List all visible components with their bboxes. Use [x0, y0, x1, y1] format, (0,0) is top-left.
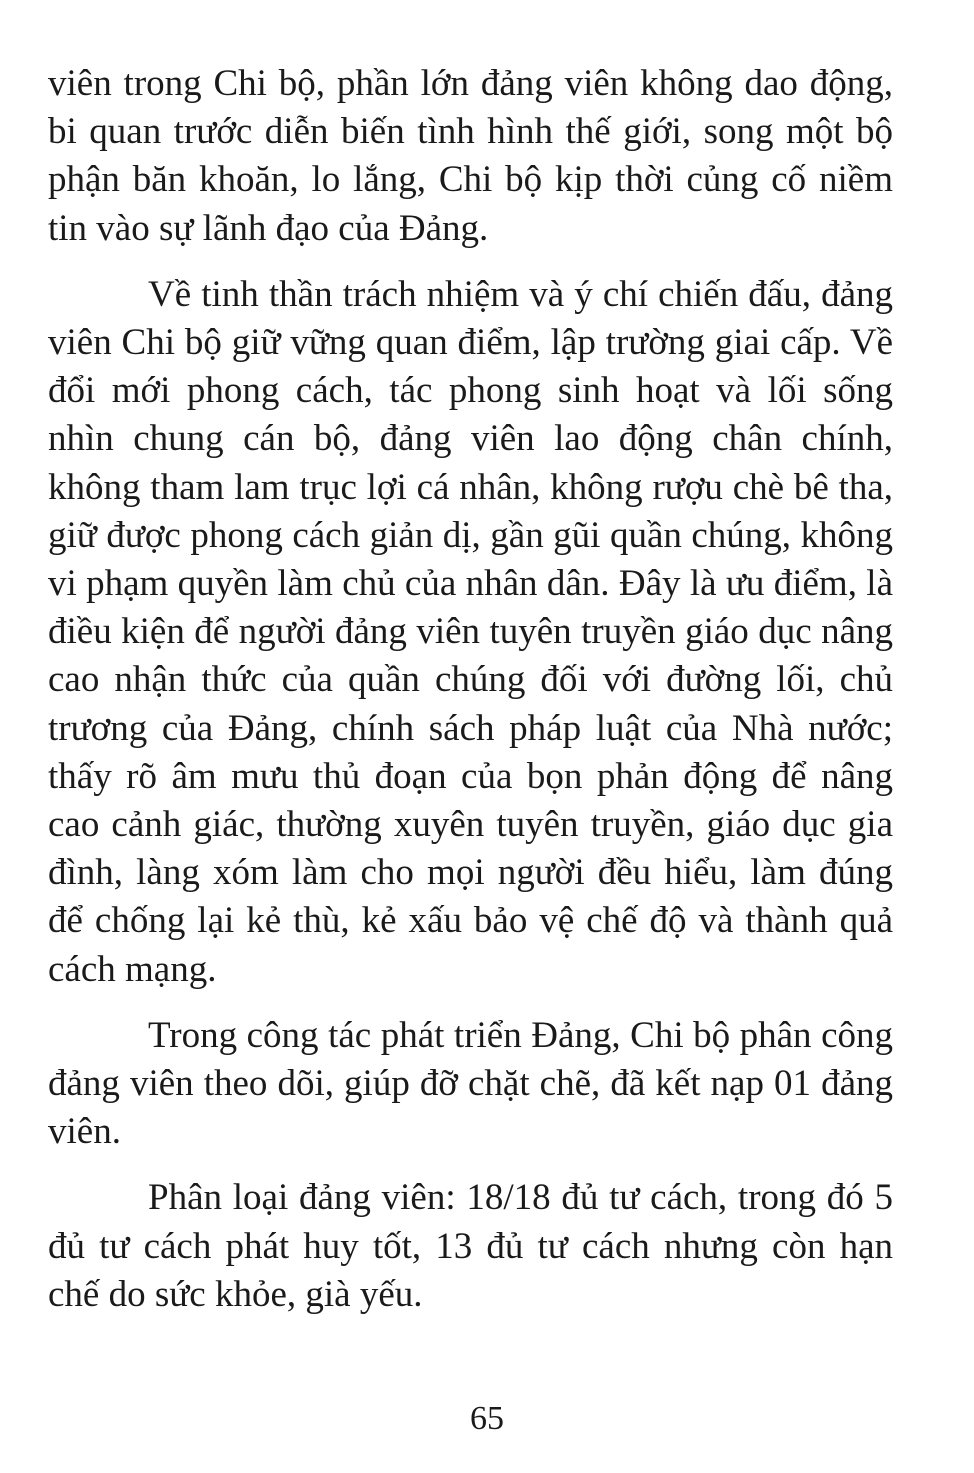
- paragraph-4: Phân loại đảng viên: 18/18 đủ tư cách, trong đó 5 đủ tư cách phát huy tốt, 13 đủ tư cách nhưng còn hạn chế do sức khỏe, già yếu.: [48, 1177, 893, 1315]
- paragraph-2: Về tinh thần trách nhiệm và ý chí chiến đấu, đảng viên Chi bộ giữ vững quan điểm, lập trường giai cấp. Về đổi mới phong cách, tác phong sinh hoạt và lối sống nhìn chung cán bộ, đảng viên lao động chân chính, không tham lam trục lợi cá nhân, không rượu chè bê tha, giữ được phong cách giản dị, gần gũi quần chúng, không vi phạm quyền làm chủ của nhân dân. Đây là ưu điểm, là điều kiện để người đảng viên tuyên truyền giáo dục nâng cao nhận thức của quần chúng đối với đường lối, chủ trương của Đảng, chính sách pháp luật của Nhà nước; thấy rõ âm mưu thủ đoạn của bọn phản động để nâng cao cảnh giác, thường xuyên tuyên truyền, giáo dục gia đình, làng xóm làm cho mọi người đều hiểu, làm đúng để chống lại kẻ thù, kẻ xấu bảo vệ chế độ và thành quả cách mạng.: [48, 273, 893, 990]
- paragraph-3: Trong công tác phát triển Đảng, Chi bộ phân công đảng viên theo dõi, giúp đỡ chặt chẽ, đã kết nạp 01 đảng viên.: [48, 1014, 893, 1153]
- page-number: 65: [470, 1400, 504, 1437]
- paragraph-1: viên trong Chi bộ, phần lớn đảng viên không dao động, bi quan trước diễn biến tình hình thế giới, song một bộ phận băn khoăn, lo lắng, Chi bộ kịp thời củng cố niềm tin vào sự lãnh đạo của Đảng.: [48, 63, 893, 249]
- page-body: [48, 60, 893, 1337]
